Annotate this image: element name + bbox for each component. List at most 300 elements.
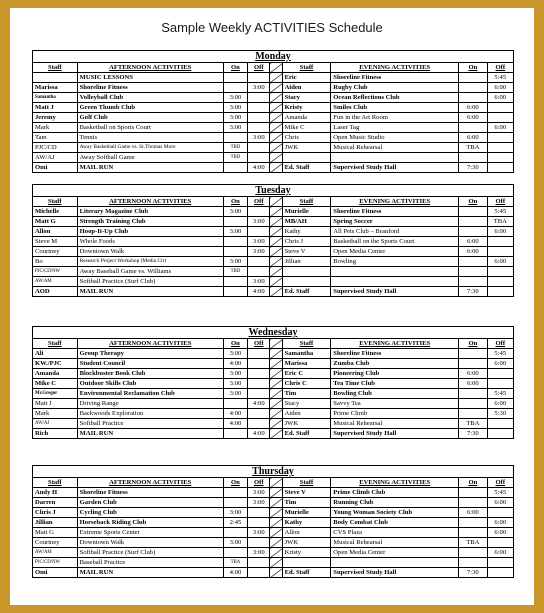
- table-row: [33, 389, 514, 399]
- evening-off-cell: [487, 163, 513, 173]
- evening-activity-cell: Musical Rehearsal: [331, 143, 459, 153]
- table-row: [33, 409, 514, 419]
- table-row: [33, 153, 514, 163]
- evening-staff-cell: [282, 153, 331, 163]
- schedule-page: [10, 8, 534, 605]
- column-separator: [270, 488, 282, 498]
- table-row: [33, 93, 514, 103]
- table-row: [33, 113, 514, 123]
- afternoon-activity-cell: Shoreline Fitness: [77, 488, 223, 498]
- evening-staff-cell: Steve V: [282, 247, 331, 257]
- afternoon-header: AFTERNOON ACTIVITIES: [77, 339, 223, 349]
- evening-activity-cell: Zumba Club: [331, 359, 459, 369]
- evening-on-cell: [459, 558, 487, 568]
- afternoon-off-cell: [248, 538, 270, 548]
- evening-on-cell: 7:30: [459, 568, 487, 578]
- evening-on-cell: [459, 528, 487, 538]
- afternoon-off-cell: [248, 227, 270, 237]
- evening-staff-cell: [282, 267, 331, 277]
- afternoon-off-cell: [248, 113, 270, 123]
- evening-off-cell: 5:45: [487, 488, 513, 498]
- afternoon-off-cell: [248, 568, 270, 578]
- evening-staff-cell: Samantha: [282, 349, 331, 359]
- table-row: [33, 123, 514, 133]
- evening-activity-cell: Prime Climb Club: [331, 488, 459, 498]
- afternoon-on-cell: 2:45: [223, 518, 247, 528]
- column-separator: [270, 478, 282, 488]
- evening-header: EVENING ACTIVITIES: [331, 197, 459, 207]
- evening-staff-cell: Kristy: [282, 548, 331, 558]
- afternoon-staff-cell: Omi: [33, 163, 78, 173]
- afternoon-activity-cell: Softball Practice: [77, 419, 223, 429]
- evening-on-cell: TBA: [459, 419, 487, 429]
- evening-staff-cell: Ed. Staff: [282, 429, 331, 439]
- afternoon-on-cell: 3:00: [223, 227, 247, 237]
- afternoon-activity-cell: Green Thumb Club: [77, 103, 223, 113]
- evening-off-cell: 6:00: [487, 257, 513, 267]
- evening-staff-cell: Stacy: [282, 399, 331, 409]
- evening-off-cell: [487, 568, 513, 578]
- evening-staff-cell: [282, 558, 331, 568]
- afternoon-off-cell: 3:00: [248, 488, 270, 498]
- evening-off-cell: 6:00: [487, 227, 513, 237]
- afternoon-staff-cell: Steve M: [33, 237, 78, 247]
- column-separator: [270, 207, 282, 217]
- header-row: [33, 63, 514, 73]
- evening-staff-cell: Mike C: [282, 123, 331, 133]
- table-row: [33, 568, 514, 578]
- evening-on-cell: 6:00: [459, 133, 487, 143]
- afternoon-activity-cell: MAIL RUN: [77, 568, 223, 578]
- afternoon-on-cell: 3:00: [223, 103, 247, 113]
- evening-activity-cell: Supervised Study Hall: [331, 568, 459, 578]
- evening-on-cell: [459, 123, 487, 133]
- afternoon-off-cell: 4:00: [248, 287, 270, 297]
- evening-activity-cell: Smiles Club: [331, 103, 459, 113]
- column-separator: [270, 558, 282, 568]
- afternoon-activity-cell: Away Softball Game: [77, 153, 223, 163]
- evening-staff-cell: Kathy: [282, 518, 331, 528]
- evening-staff-cell: Ed. Staff: [282, 287, 331, 297]
- evening-activity-cell: Young Woman Society Club: [331, 508, 459, 518]
- afternoon-activity-cell: Literary Magazine Club: [77, 207, 223, 217]
- afternoon-activity-cell: Tennis: [77, 133, 223, 143]
- evening-off-cell: 6:00: [487, 518, 513, 528]
- afternoon-on-cell: 3:00: [223, 123, 247, 133]
- evening-on-cell: [459, 409, 487, 419]
- afternoon-header: AFTERNOON ACTIVITIES: [77, 63, 223, 73]
- evening-activity-cell: Shoreline Fitness: [331, 73, 459, 83]
- column-separator: [270, 83, 282, 93]
- column-separator: [270, 133, 282, 143]
- staff-header: Staff: [282, 63, 331, 73]
- column-separator: [270, 163, 282, 173]
- evening-off-cell: 6:00: [487, 93, 513, 103]
- evening-off-cell: [487, 113, 513, 123]
- table-row: [33, 498, 514, 508]
- afternoon-staff-cell: Darren: [33, 498, 78, 508]
- afternoon-off-cell: [248, 93, 270, 103]
- column-separator: [270, 217, 282, 227]
- staff-header: Staff: [282, 478, 331, 488]
- afternoon-activity-cell: Hoop-It-Up Club: [77, 227, 223, 237]
- afternoon-off-cell: 3:00: [248, 133, 270, 143]
- evening-activity-cell: [331, 277, 459, 287]
- day-title: Monday: [32, 50, 514, 62]
- evening-activity-cell: All Pets Club – Branford: [331, 227, 459, 237]
- evening-off-cell: [487, 237, 513, 247]
- afternoon-off-cell: [248, 558, 270, 568]
- evening-off-cell: [487, 369, 513, 379]
- afternoon-activity-cell: Downtown Walk: [77, 247, 223, 257]
- day-title: Tuesday: [32, 184, 514, 196]
- afternoon-off-cell: 3:00: [248, 247, 270, 257]
- evening-on-cell: 6:00: [459, 369, 487, 379]
- afternoon-staff-cell: KW./PJC: [33, 359, 78, 369]
- afternoon-activity-cell: MAIL RUN: [77, 429, 223, 439]
- evening-on-cell: [459, 349, 487, 359]
- evening-activity-cell: Musical Rehearsal: [331, 419, 459, 429]
- evening-staff-cell: Chris J: [282, 237, 331, 247]
- afternoon-activity-cell: MAIL RUN: [77, 287, 223, 297]
- evening-staff-cell: Chris C: [282, 379, 331, 389]
- table-row: [33, 488, 514, 498]
- off-header: Off: [487, 197, 513, 207]
- afternoon-off-cell: [248, 379, 270, 389]
- evening-off-cell: [487, 287, 513, 297]
- off-header: Off: [248, 63, 270, 73]
- afternoon-staff-cell: Amanda: [33, 369, 78, 379]
- afternoon-staff-cell: Rich: [33, 429, 78, 439]
- afternoon-activity-cell: Away Baseball Game vs. Williams: [77, 267, 223, 277]
- afternoon-on-cell: 3:00: [223, 257, 247, 267]
- afternoon-activity-cell: Softball Practice (Surf Club): [77, 548, 223, 558]
- afternoon-staff-cell: Marissa: [33, 83, 78, 93]
- evening-on-cell: 7:30: [459, 287, 487, 297]
- afternoon-off-cell: [248, 207, 270, 217]
- afternoon-on-cell: 3:00: [223, 508, 247, 518]
- evening-staff-cell: Ed. Staff: [282, 163, 331, 173]
- evening-staff-cell: Tim: [282, 498, 331, 508]
- afternoon-on-cell: TBD: [223, 153, 247, 163]
- column-separator: [270, 498, 282, 508]
- evening-staff-cell: JWK: [282, 538, 331, 548]
- evening-staff-cell: Kristy: [282, 103, 331, 113]
- afternoon-activity-cell: Basketball on Sports Court: [77, 123, 223, 133]
- evening-staff-cell: Ed. Staff: [282, 568, 331, 578]
- afternoon-off-cell: 3:00: [248, 498, 270, 508]
- day-title: Wednesday: [32, 326, 514, 338]
- column-separator: [270, 508, 282, 518]
- afternoon-off-cell: [248, 369, 270, 379]
- afternoon-activity-cell: Environmental Reclamation Club: [77, 389, 223, 399]
- evening-on-cell: [459, 267, 487, 277]
- off-header: Off: [487, 339, 513, 349]
- afternoon-activity-cell: MUSIC LESSONS: [77, 73, 223, 83]
- afternoon-activity-cell: Driving Range: [77, 399, 223, 409]
- afternoon-staff-cell: Andy H: [33, 488, 78, 498]
- day-section-monday: [32, 50, 514, 173]
- afternoon-off-cell: [248, 73, 270, 83]
- afternoon-on-cell: 3:00: [223, 389, 247, 399]
- afternoon-off-cell: [248, 359, 270, 369]
- evening-on-cell: [459, 548, 487, 558]
- afternoon-activity-cell: Research Project Workshop (Media Ctr): [77, 257, 223, 267]
- afternoon-off-cell: [248, 389, 270, 399]
- column-separator: [270, 197, 282, 207]
- evening-on-cell: 6:00: [459, 379, 487, 389]
- column-separator: [270, 339, 282, 349]
- header-row: [33, 339, 514, 349]
- evening-on-cell: [459, 73, 487, 83]
- off-header: Off: [248, 478, 270, 488]
- table-row: [33, 369, 514, 379]
- evening-off-cell: [487, 379, 513, 389]
- table-row: [33, 103, 514, 113]
- evening-activity-cell: Running Club: [331, 498, 459, 508]
- afternoon-on-cell: 4:00: [223, 568, 247, 578]
- evening-activity-cell: Supervised Study Hall: [331, 429, 459, 439]
- afternoon-off-cell: 4:00: [248, 163, 270, 173]
- column-separator: [270, 237, 282, 247]
- afternoon-activity-cell: Horseback Riding Club: [77, 518, 223, 528]
- evening-off-cell: 5:45: [487, 207, 513, 217]
- afternoon-on-cell: [223, 247, 247, 257]
- table-row: [33, 133, 514, 143]
- evening-off-cell: [487, 103, 513, 113]
- evening-on-cell: 6:00: [459, 508, 487, 518]
- evening-staff-cell: Murielle: [282, 207, 331, 217]
- afternoon-header: AFTERNOON ACTIVITIES: [77, 478, 223, 488]
- evening-off-cell: [487, 267, 513, 277]
- afternoon-activity-cell: Blockbuster Book Club: [77, 369, 223, 379]
- evening-staff-cell: Jillian: [282, 257, 331, 267]
- afternoon-activity-cell: Student Council: [77, 359, 223, 369]
- afternoon-off-cell: 3:00: [248, 277, 270, 287]
- afternoon-off-cell: 3:00: [248, 217, 270, 227]
- afternoon-staff-cell: Mark: [33, 123, 78, 133]
- evening-on-cell: [459, 217, 487, 227]
- evening-off-cell: [487, 508, 513, 518]
- evening-activity-cell: Pioneering Club: [331, 369, 459, 379]
- evening-activity-cell: CVS Plaza: [331, 528, 459, 538]
- afternoon-staff-cell: PJC/CD: [33, 143, 78, 153]
- afternoon-on-cell: [223, 237, 247, 247]
- afternoon-on-cell: TBA: [223, 558, 247, 568]
- afternoon-on-cell: [223, 399, 247, 409]
- afternoon-on-cell: 4:00: [223, 419, 247, 429]
- afternoon-on-cell: [223, 488, 247, 498]
- on-header: On: [459, 197, 487, 207]
- afternoon-on-cell: 3:00: [223, 349, 247, 359]
- evening-activity-cell: Open Media Center: [331, 548, 459, 558]
- evening-staff-cell: Eric: [282, 73, 331, 83]
- table-row: [33, 247, 514, 257]
- evening-activity-cell: Spring Soccer: [331, 217, 459, 227]
- evening-activity-cell: Tea Time Club: [331, 379, 459, 389]
- column-separator: [270, 379, 282, 389]
- afternoon-staff-cell: AW/AJ: [33, 419, 78, 429]
- evening-on-cell: TBA: [459, 538, 487, 548]
- off-header: Off: [487, 63, 513, 73]
- evening-staff-cell: [282, 277, 331, 287]
- evening-activity-cell: Laser Tag: [331, 123, 459, 133]
- evening-staff-cell: Marissa: [282, 359, 331, 369]
- table-row: [33, 558, 514, 568]
- column-separator: [270, 538, 282, 548]
- evening-staff-cell: MB/AH: [282, 217, 331, 227]
- afternoon-activity-cell: Softball Practice (Surf Club): [77, 277, 223, 287]
- evening-activity-cell: Shoreline Fitness: [331, 349, 459, 359]
- page-title: Sample Weekly ACTIVITIES Schedule: [161, 20, 383, 35]
- afternoon-staff-cell: AOD: [33, 287, 78, 297]
- on-header: On: [223, 339, 247, 349]
- table-row: [33, 518, 514, 528]
- evening-on-cell: 6:00: [459, 237, 487, 247]
- evening-off-cell: 6:00: [487, 528, 513, 538]
- afternoon-on-cell: [223, 277, 247, 287]
- afternoon-off-cell: [248, 267, 270, 277]
- evening-activity-cell: Fun in the Art Room: [331, 113, 459, 123]
- afternoon-off-cell: [248, 518, 270, 528]
- column-separator: [270, 518, 282, 528]
- afternoon-off-cell: [248, 153, 270, 163]
- table-row: [33, 287, 514, 297]
- evening-off-cell: [487, 153, 513, 163]
- afternoon-staff-cell: Matt G: [33, 217, 78, 227]
- on-header: On: [223, 63, 247, 73]
- column-separator: [270, 257, 282, 267]
- off-header: Off: [248, 339, 270, 349]
- evening-on-cell: 7:30: [459, 429, 487, 439]
- afternoon-on-cell: [223, 83, 247, 93]
- staff-header: Staff: [282, 339, 331, 349]
- evening-staff-cell: Aiden: [282, 409, 331, 419]
- on-header: On: [459, 63, 487, 73]
- afternoon-staff-cell: Mr.Gregor: [33, 389, 78, 399]
- evening-activity-cell: Bowling Club: [331, 389, 459, 399]
- evening-staff-cell: Aiden: [282, 83, 331, 93]
- column-separator: [270, 359, 282, 369]
- afternoon-off-cell: [248, 143, 270, 153]
- afternoon-staff-cell: Allon: [33, 227, 78, 237]
- evening-off-cell: 6:00: [487, 498, 513, 508]
- afternoon-staff-cell: Ali: [33, 349, 78, 359]
- table-row: [33, 379, 514, 389]
- evening-on-cell: [459, 359, 487, 369]
- afternoon-staff-cell: Tam: [33, 133, 78, 143]
- afternoon-activity-cell: MAIL RUN: [77, 163, 223, 173]
- evening-staff-cell: Chris: [282, 133, 331, 143]
- evening-header: EVENING ACTIVITIES: [331, 339, 459, 349]
- table-row: [33, 237, 514, 247]
- staff-header: Staff: [33, 197, 78, 207]
- afternoon-staff-cell: Jeremy: [33, 113, 78, 123]
- afternoon-staff-cell: Michelle: [33, 207, 78, 217]
- afternoon-on-cell: [223, 548, 247, 558]
- table-row: [33, 528, 514, 538]
- column-separator: [270, 369, 282, 379]
- evening-off-cell: [487, 133, 513, 143]
- day-section-wednesday: [32, 326, 514, 439]
- afternoon-staff-cell: PJC/CD/NW: [33, 267, 78, 277]
- afternoon-staff-cell: Mark: [33, 409, 78, 419]
- afternoon-staff-cell: Samantha: [33, 93, 78, 103]
- afternoon-activity-cell: Whole Foods: [77, 237, 223, 247]
- afternoon-header: AFTERNOON ACTIVITIES: [77, 197, 223, 207]
- evening-staff-cell: JWK: [282, 419, 331, 429]
- table-row: [33, 429, 514, 439]
- evening-activity-cell: [331, 153, 459, 163]
- evening-on-cell: [459, 277, 487, 287]
- table-row: [33, 73, 514, 83]
- evening-header: EVENING ACTIVITIES: [331, 478, 459, 488]
- column-separator: [270, 409, 282, 419]
- evening-on-cell: [459, 257, 487, 267]
- evening-activity-cell: [331, 267, 459, 277]
- evening-staff-cell: Amanda: [282, 113, 331, 123]
- evening-on-cell: [459, 389, 487, 399]
- afternoon-on-cell: 4:00: [223, 409, 247, 419]
- column-separator: [270, 113, 282, 123]
- evening-off-cell: [487, 247, 513, 257]
- column-separator: [270, 429, 282, 439]
- evening-off-cell: 5:30: [487, 409, 513, 419]
- afternoon-activity-cell: Garden Club: [77, 498, 223, 508]
- evening-on-cell: [459, 83, 487, 93]
- afternoon-staff-cell: AW/AM: [33, 548, 78, 558]
- day-section-tuesday: [32, 184, 514, 297]
- afternoon-off-cell: [248, 123, 270, 133]
- on-header: On: [459, 478, 487, 488]
- table-row: [33, 508, 514, 518]
- evening-on-cell: [459, 399, 487, 409]
- afternoon-on-cell: 3:00: [223, 113, 247, 123]
- evening-activity-cell: Supervised Study Hall: [331, 163, 459, 173]
- evening-on-cell: TBA: [459, 143, 487, 153]
- table-row: [33, 277, 514, 287]
- evening-off-cell: 5:45: [487, 349, 513, 359]
- afternoon-on-cell: 3:00: [223, 379, 247, 389]
- afternoon-staff-cell: Omi: [33, 568, 78, 578]
- afternoon-on-cell: 3:00: [223, 369, 247, 379]
- on-header: On: [223, 478, 247, 488]
- column-separator: [270, 548, 282, 558]
- table-row: [33, 538, 514, 548]
- afternoon-staff-cell: PJC/CD/NW: [33, 558, 78, 568]
- header-row: [33, 478, 514, 488]
- evening-activity-cell: Prime Climb: [331, 409, 459, 419]
- afternoon-off-cell: [248, 349, 270, 359]
- evening-on-cell: [459, 488, 487, 498]
- afternoon-staff-cell: Jillian: [33, 518, 78, 528]
- evening-staff-cell: Steve V: [282, 488, 331, 498]
- staff-header: Staff: [282, 197, 331, 207]
- table-row: [33, 419, 514, 429]
- afternoon-on-cell: 4:00: [223, 359, 247, 369]
- evening-staff-cell: Eric C: [282, 369, 331, 379]
- table-row: [33, 143, 514, 153]
- afternoon-on-cell: 3:00: [223, 93, 247, 103]
- schedule-table: [32, 477, 514, 578]
- evening-off-cell: 6:00: [487, 359, 513, 369]
- evening-off-cell: 5:45: [487, 389, 513, 399]
- afternoon-off-cell: 3:00: [248, 528, 270, 538]
- table-row: [33, 267, 514, 277]
- afternoon-staff-cell: Matt J: [33, 399, 78, 409]
- evening-off-cell: [487, 277, 513, 287]
- table-row: [33, 207, 514, 217]
